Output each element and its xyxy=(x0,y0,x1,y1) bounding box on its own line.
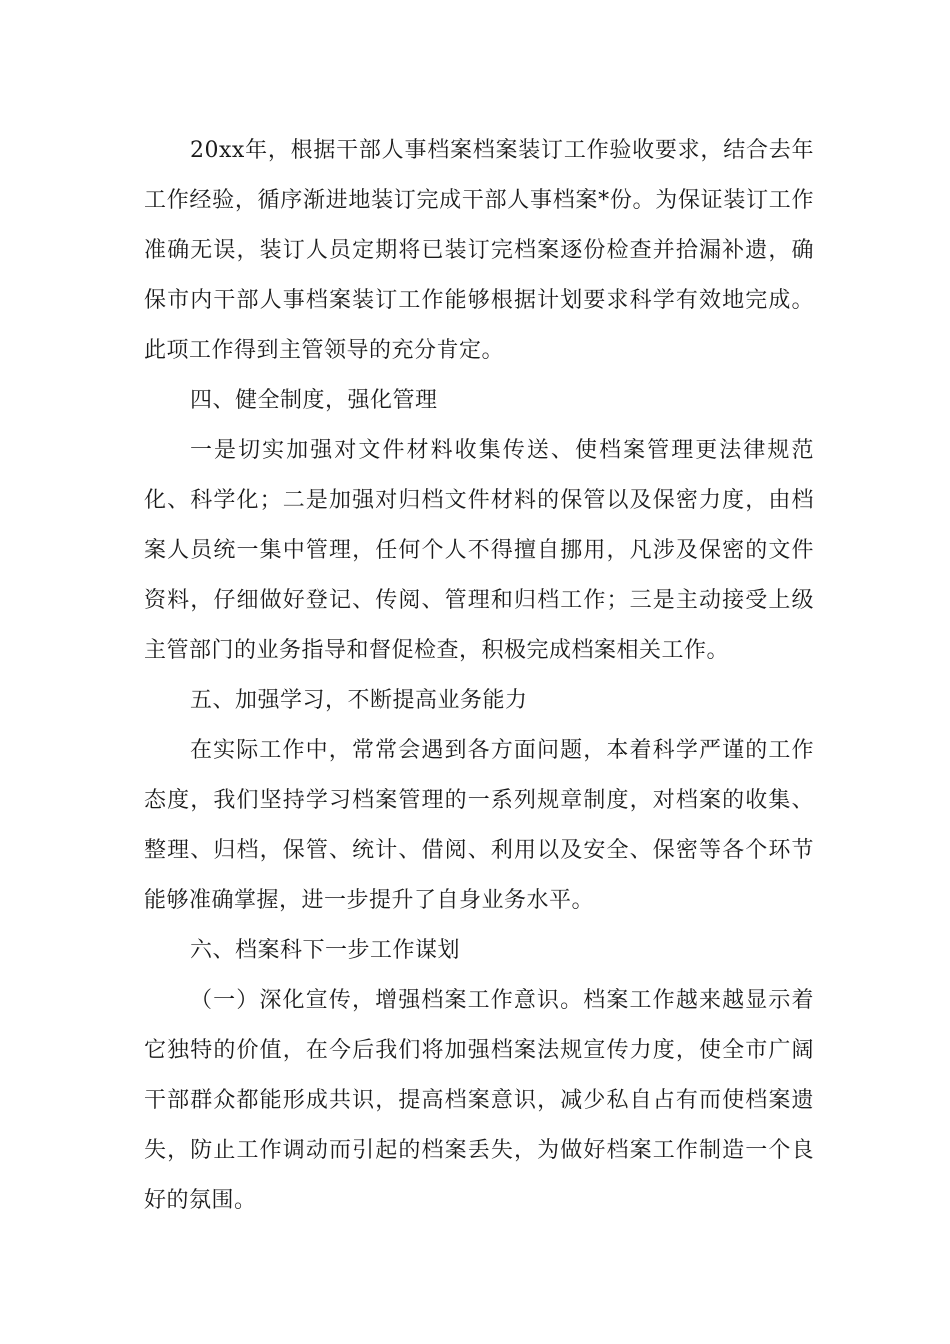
section-heading-4: 四、健全制度，强化管理 xyxy=(190,388,438,413)
paragraph-management: 一是切实加强对文件材料收集传送、使档案管理更法律规范化、科学化；二是加强对归档文件材料的保管以及保密力度，由档案人员统一集中管理，任何个人不得擅自挪用，凡涉及保密的文件资料，仔细做好登记、传阅、管理和归档工作；三是主动接受上级主管部门的业务指导和督促检查，积极完成档案相关工作。 xyxy=(144,438,814,663)
paragraph-binding-work: 20xx年，根据干部人事档案档案装订工作验收要求，结合去年工作经验，循序渐进地装订完成干部人事档案*份。为保证装订工作准确无误，装订人员定期将已装订完档案逐份检查并拾漏补遗，确保市内干部人事档案装订工作能够根据计划要求科学有效地完成。此项工作得到主管领导的充分肯定。 xyxy=(144,138,814,363)
section-heading-6: 六、档案科下一步工作谋划 xyxy=(190,938,461,963)
section-heading-5: 五、加强学习，不断提高业务能力 xyxy=(190,688,528,713)
paragraph-publicity: （一）深化宣传，增强档案工作意识。档案工作越来越显示着它独特的价值，在今后我们将加强档案法规宣传力度，使全市广阔干部群众都能形成共识，提高档案意识，减少私自占有而使档案遗失，防止工作调动而引起的档案丢失，为做好档案工作制造一个良好的氛围。 xyxy=(144,988,814,1213)
document-body xyxy=(144,126,814,1226)
paragraph-learning: 在实际工作中，常常会遇到各方面问题，本着科学严谨的工作态度，我们坚持学习档案管理的一系列规章制度，对档案的收集、整理、归档，保管、统计、借阅、利用以及安全、保密等各个环节能够准确掌握，进一步提升了自身业务水平。 xyxy=(144,738,814,913)
